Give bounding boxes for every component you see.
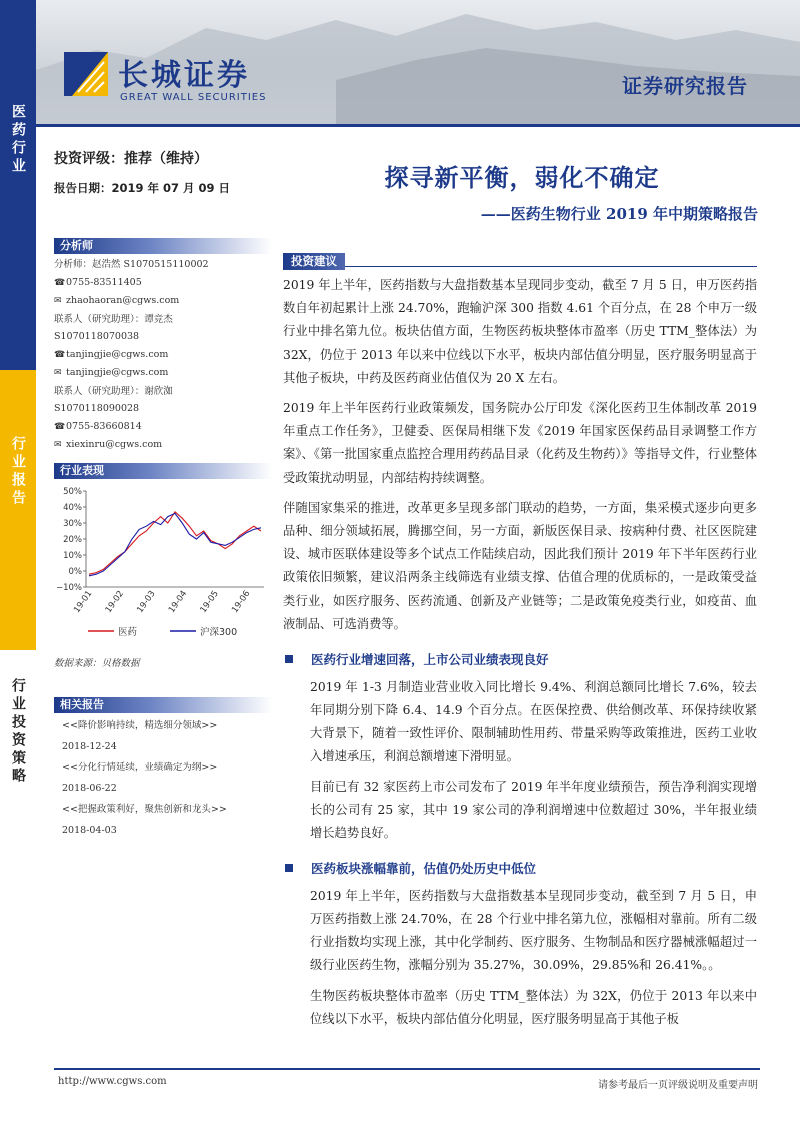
analyst-line	[54, 364, 272, 383]
analyst-text: 联系人（研究助理）：谢欣洳	[54, 385, 173, 397]
related-report-date: 2018-06-22	[62, 782, 117, 794]
related-report-date: 2018-04-03	[62, 824, 117, 836]
analyst-line	[54, 311, 272, 329]
y-tick-label: 10%	[63, 550, 82, 561]
paragraph: 2019 年上半年医药行业政策频发，国务院办公厅印发《深化医药卫生体制改革 2019 年重点工作任务》，卫健委、医保局相继下发《2019 年国家医保药品目录调整工作方案》、《第一批国家重点监控合理用药药品目录（化药及生物药）》等指导文件，行业整体受政策扰动明显，内部结构持续调整。	[283, 401, 757, 485]
analyst-text: 0755-83511405	[66, 276, 142, 288]
y-tick-label: 50%	[63, 486, 82, 497]
legend-label: 沪深300	[200, 626, 238, 638]
subheading-2-text: 医药板块涨幅靠前，估值仍处历史中低位	[311, 861, 537, 877]
header-divider	[36, 124, 800, 127]
data-source: 数据来源：贝格数据	[54, 657, 140, 669]
performance-chart-svg	[54, 485, 272, 645]
subheading-1	[283, 650, 757, 668]
report-date: 报告日期：2019 年 07 月 09 日	[54, 181, 231, 195]
x-tick-label: 19-06	[230, 588, 253, 615]
investment-advice-label: 投资建议	[283, 253, 345, 270]
y-tick-label: 20%	[63, 534, 82, 545]
y-tick-label: −10%	[55, 582, 82, 593]
report-title: 探寻新平衡，弱化不确定	[384, 164, 660, 192]
x-tick-label: 19-02	[103, 588, 127, 615]
analyst-text: 0755-83660814	[66, 420, 142, 432]
paragraph: 生物医药板块整体市盈率（历史 TTM_整体法）为 32X，仍位于 2013 年以来中位线以下水平，板块内部估值分化明显，医疗服务明显高于其他子板	[310, 989, 757, 1027]
investment-advice-head	[283, 250, 757, 267]
analyst-line	[54, 436, 272, 455]
square-bullet-icon	[285, 655, 293, 663]
analyst-text[interactable]: xiexinru@cgws.com	[66, 439, 163, 450]
left-column	[54, 148, 272, 841]
analyst-line	[54, 256, 272, 274]
phone-icon: ☎	[54, 349, 66, 360]
side-label-report: 行业报告	[10, 436, 26, 508]
logo-chinese: 长城证券	[118, 58, 250, 93]
analyst-line	[54, 346, 272, 365]
analyst-text: S1070118070038	[54, 331, 140, 342]
x-tick-label: 19-03	[135, 588, 158, 615]
performance-chart	[54, 485, 272, 649]
analyst-list	[54, 256, 272, 455]
legend-label: 医药	[118, 626, 138, 638]
related-reports-list	[54, 715, 272, 841]
analyst-line	[54, 383, 272, 401]
subheading-2	[283, 859, 757, 877]
series-line-hs300	[89, 513, 261, 575]
analyst-line	[54, 418, 272, 437]
analyst-line	[54, 274, 272, 293]
y-tick-label: 30%	[63, 518, 82, 529]
related-section-head: 相关报告	[54, 697, 272, 713]
phone-icon: ☎	[54, 277, 66, 288]
related-report-title[interactable]: <<降价影响持续，精选细分领域>>	[62, 719, 218, 731]
analyst-line	[54, 328, 272, 346]
series-line-pharma	[89, 511, 261, 573]
paragraph: 目前已有 32 家医药上市公司发布了 2019 年半年度业绩预告，预告净利润实现增长的公司有 25 家，其中 19 家公司的净利润增速中位数超过 30%，半年报业绩增长趋势良好。	[310, 780, 757, 841]
mail-icon: ✉	[54, 440, 62, 450]
logo-english: GREAT WALL SECURITIES	[120, 92, 267, 103]
x-tick-label: 19-01	[72, 588, 95, 615]
analyst-line	[54, 400, 272, 418]
analyst-section-head: 分析师	[54, 238, 272, 254]
square-bullet-icon	[285, 864, 293, 872]
x-tick-label: 19-05	[198, 588, 221, 615]
analyst-text: 联系人（研究助理）：谭竞杰	[54, 313, 173, 325]
mail-icon: ✉	[54, 296, 62, 306]
header-banner	[36, 0, 800, 124]
paragraph: 伴随国家集采的推进，改革更多呈现多部门联动的趋势，一方面，集采模式逐步向更多品种、细分领域拓展，腾挪空间，另一方面，新版医保目录、按病种付费、社区医院建设、城市医联体建设等多个试点工作陆续启动，因此我们预计 2019 年下半年医药行业政策依旧频繁，建议沿两条主线筛选有业绩支撑、估值合理的优质标的，一是政策受益类行业，如医疗服务、医药流通、创新及产业链等；二是政策免疫类行业，如疫苗、血液制品、可选消费等。	[283, 500, 757, 631]
paragraph: 2019 年 1-3 月制造业营业收入同比增长 9.4%、利润总额同比增长 7.6%，较去年同期分别下降 6.4、14.9 个百分点。在医保控费、供给侧改革、环保持续收紧大背景下，随着一致性评价、限制辅助性用药、带量采购等政策推进，医药工业收入增速承压，利润总额增速下滑明显。	[310, 680, 757, 764]
great-wall-logo-icon	[64, 52, 108, 96]
report-type: 证券研究报告	[622, 74, 748, 98]
mail-icon: ✉	[54, 368, 62, 378]
side-label-strategy: 行业投资策略	[10, 678, 26, 786]
y-tick-label: 0%	[68, 566, 82, 577]
footer-note: 请参考最后一页评级说明及重要声明	[598, 1080, 758, 1091]
related-report-date: 2018-12-24	[62, 740, 117, 752]
paragraph: 2019 年上半年，医药指数与大盘指数基本呈现同步变动，截至到 7 月 5 日，申万医药指数上涨 24.70%，在 28 个行业中排名第九位，涨幅相对靠前。所有二级行业指数均实现上涨，其中化学制药、医疗服务、生物制品和医疗器械涨幅超过一级行业医药生物，涨幅分别为 35.27%，30.09%，29.85%和 26.41%。。	[310, 889, 757, 973]
performance-section-head: 行业表现	[54, 463, 272, 479]
analyst-text[interactable]: zhaohaoran@cgws.com	[66, 295, 180, 306]
footer-divider	[54, 1068, 760, 1070]
phone-icon: ☎	[54, 421, 66, 432]
side-label-industry: 医药行业	[10, 104, 26, 176]
side-strip-industry	[0, 0, 36, 370]
y-tick-label: 40%	[63, 502, 82, 513]
analyst-text: tanjingjie@cgws.com	[66, 348, 169, 360]
investment-rating: 投资评级：推荐（维持）	[54, 151, 208, 167]
analyst-text: 分析师：赵浩然 S1070515110002	[54, 259, 209, 270]
side-strip-strategy	[0, 650, 36, 1132]
related-report-title[interactable]: <<分化行情延续，业绩确定为纲>>	[62, 761, 218, 773]
related-report-title[interactable]: <<把握政策利好，聚焦创新和龙头>>	[62, 803, 227, 815]
paragraph: 2019 年上半年，医药指数与大盘指数基本呈现同步变动，截至 7 月 5 日，申万医药指数自年初起累计上涨 24.70%，跑输沪深 300 指数 4.61 个百分点，在 28 个申万一级行业中排名第九位。板块估值方面，生物医药板块整体市盈率（历史 TTM_整体法）为 32X，仍位于 2013 年以来中位线以下水平，板块内部估值分明显，医疗服务明显高于其他子板块，中药及医药商业估值仅为 20 X 左右。	[283, 278, 757, 385]
main-content	[283, 250, 757, 1031]
report-subtitle: ——医药生物行业 2019 年中期策略报告	[480, 205, 758, 223]
analyst-text: S1070118090028	[54, 403, 140, 414]
subheading-1-text: 医药行业增速回落，上市公司业绩表现良好	[311, 652, 549, 668]
analyst-line	[54, 292, 272, 311]
side-strip-report	[0, 370, 36, 650]
x-tick-label: 19-04	[166, 588, 190, 615]
footer-url[interactable]: http://www.cgws.com	[58, 1076, 167, 1087]
analyst-text[interactable]: tanjingjie@cgws.com	[66, 367, 169, 378]
